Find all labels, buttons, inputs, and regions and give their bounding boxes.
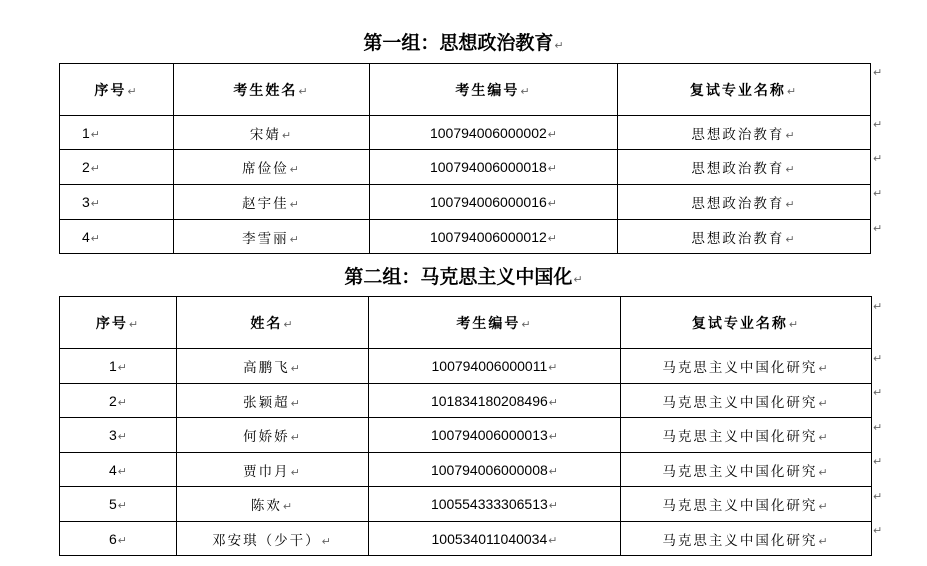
- paragraph-mark-icon: ↵: [281, 128, 294, 142]
- group1-title: 第一组：思想政治教育↵: [363, 32, 564, 54]
- group2-table: [59, 296, 872, 556]
- row-index: 6↵: [60, 522, 177, 556]
- paragraph-mark-icon: ↵: [547, 163, 557, 175]
- paragraph-mark-icon: ↵: [117, 500, 127, 512]
- table-row: [60, 116, 871, 150]
- paragraph-mark-icon: ↵: [128, 317, 141, 331]
- paragraph-mark-icon: ↵: [818, 431, 830, 444]
- row-index: 1↵: [60, 116, 174, 150]
- paragraph-mark-icon: ↵: [90, 198, 101, 210]
- row-id: 100794006000016↵: [370, 185, 618, 220]
- paragraph-mark-icon: ↵: [818, 396, 830, 410]
- paragraph-mark-icon: ↵: [547, 232, 557, 245]
- paragraph-mark-icon: ↵: [90, 163, 101, 175]
- paragraph-mark-icon: ↵: [873, 300, 883, 313]
- paragraph-mark-icon: ↵: [554, 39, 564, 52]
- paragraph-mark-icon: ↵: [873, 118, 883, 131]
- row-id: 100534011040034↵: [369, 522, 621, 556]
- paragraph-mark-icon: ↵: [282, 500, 295, 513]
- paragraph-mark-icon: ↵: [117, 465, 127, 478]
- paragraph-mark-icon: ↵: [127, 84, 139, 98]
- paragraph-mark-icon: ↵: [90, 128, 101, 141]
- paragraph-mark-icon: ↵: [298, 84, 310, 98]
- paragraph-mark-icon: ↵: [289, 232, 301, 246]
- paragraph-mark-icon: ↵: [873, 386, 883, 399]
- paragraph-mark-icon: ↵: [873, 152, 883, 165]
- paragraph-mark-icon: ↵: [520, 84, 532, 98]
- column-header-id: 考生编号↵: [370, 64, 618, 116]
- row-name: 邓安琪（少干）↵: [177, 522, 369, 556]
- paragraph-mark-icon: ↵: [873, 421, 883, 434]
- paragraph-mark-icon: ↵: [290, 396, 302, 410]
- row-name: 何娇娇↵: [177, 418, 369, 453]
- row-id: 100554333306513↵: [369, 487, 621, 522]
- paragraph-mark-icon: ↵: [289, 163, 301, 176]
- paragraph-mark-icon: ↵: [785, 128, 797, 142]
- paragraph-mark-icon: ↵: [786, 84, 799, 98]
- paragraph-mark-icon: ↵: [548, 362, 558, 374]
- paragraph-mark-icon: ↵: [873, 524, 883, 537]
- row-major: 思想政治教育↵: [618, 185, 871, 220]
- row-major: 马克思主义中国化研究↵: [621, 349, 872, 384]
- paragraph-mark-icon: ↵: [873, 455, 883, 468]
- row-major: 马克思主义中国化研究↵: [621, 384, 872, 418]
- row-name: 张颖超↵: [177, 384, 369, 418]
- paragraph-mark-icon: ↵: [283, 317, 295, 331]
- paragraph-mark-icon: ↵: [818, 534, 830, 548]
- paragraph-mark-icon: ↵: [818, 362, 830, 375]
- paragraph-mark-icon: ↵: [873, 66, 883, 79]
- paragraph-mark-icon: ↵: [290, 465, 302, 479]
- paragraph-mark-icon: ↵: [90, 232, 101, 245]
- row-name: 席俭俭↵: [174, 150, 370, 185]
- row-name: 赵宇佳↵: [174, 185, 370, 220]
- row-major: 思想政治教育↵: [618, 220, 871, 254]
- paragraph-mark-icon: ↵: [321, 534, 333, 548]
- paragraph-mark-icon: ↵: [548, 431, 558, 443]
- paragraph-mark-icon: ↵: [548, 465, 558, 478]
- row-major: 马克思主义中国化研究↵: [621, 487, 872, 522]
- paragraph-mark-icon: ↵: [547, 128, 557, 141]
- table-row: [60, 487, 872, 522]
- paragraph-mark-icon: ↵: [117, 362, 127, 374]
- row-major: 马克思主义中国化研究↵: [621, 418, 872, 453]
- row-index: 3↵: [60, 185, 174, 220]
- table-row: [60, 418, 872, 453]
- row-index: 2↵: [60, 384, 177, 418]
- paragraph-mark-icon: ↵: [573, 273, 583, 286]
- row-id: 100794006000002↵: [370, 116, 618, 150]
- row-name: 宋婧↵: [174, 116, 370, 150]
- row-index: 4↵: [60, 453, 177, 487]
- table-row: [60, 185, 871, 220]
- row-major: 马克思主义中国化研究↵: [621, 453, 872, 487]
- table-row: [60, 349, 872, 384]
- row-id: 100794006000011↵: [369, 349, 621, 384]
- paragraph-mark-icon: ↵: [548, 534, 558, 547]
- paragraph-mark-icon: ↵: [818, 500, 830, 513]
- row-index: 4↵: [60, 220, 174, 254]
- row-name: 陈欢↵: [177, 487, 369, 522]
- row-id: 100794006000018↵: [370, 150, 618, 185]
- row-name: 高鹏飞↵: [177, 349, 369, 384]
- column-header-name: 姓名↵: [177, 297, 369, 349]
- table-row: [60, 522, 872, 556]
- column-header-major: 复试专业名称↵: [618, 64, 871, 116]
- paragraph-mark-icon: ↵: [873, 222, 883, 235]
- paragraph-mark-icon: ↵: [290, 362, 302, 375]
- paragraph-mark-icon: ↵: [785, 232, 797, 246]
- row-name: 李雪丽↵: [174, 220, 370, 254]
- paragraph-mark-icon: ↵: [289, 198, 301, 211]
- paragraph-mark-icon: ↵: [117, 534, 127, 547]
- paragraph-mark-icon: ↵: [818, 465, 830, 479]
- table-row: [60, 453, 872, 487]
- paragraph-mark-icon: ↵: [785, 163, 797, 176]
- row-index: 5↵: [60, 487, 177, 522]
- paragraph-mark-icon: ↵: [785, 198, 797, 211]
- row-index: 3↵: [60, 418, 177, 453]
- table-row: [60, 384, 872, 418]
- row-index: 1↵: [60, 349, 177, 384]
- row-id: 100794006000013↵: [369, 418, 621, 453]
- column-header-id: 考生编号↵: [369, 297, 621, 349]
- paragraph-mark-icon: ↵: [873, 352, 883, 365]
- row-major: 思想政治教育↵: [618, 150, 871, 185]
- table-row: [60, 150, 871, 185]
- paragraph-mark-icon: ↵: [548, 500, 558, 512]
- column-header-name: 考生姓名↵: [174, 64, 370, 116]
- column-header-index: 序号↵: [60, 297, 177, 349]
- group2-title: 第二组：马克思主义中国化↵: [344, 266, 583, 288]
- row-id: 100794006000012↵: [370, 220, 618, 254]
- row-major: 思想政治教育↵: [618, 116, 871, 150]
- table-header-row: [60, 297, 872, 349]
- column-header-index: 序号↵: [60, 64, 174, 116]
- paragraph-mark-icon: ↵: [548, 396, 558, 409]
- row-index: 2↵: [60, 150, 174, 185]
- paragraph-mark-icon: ↵: [873, 187, 883, 200]
- paragraph-mark-icon: ↵: [873, 490, 883, 503]
- row-id: 100794006000008↵: [369, 453, 621, 487]
- group1-table: [59, 63, 871, 254]
- paragraph-mark-icon: ↵: [117, 431, 127, 443]
- table-header-row: [60, 64, 871, 116]
- paragraph-mark-icon: ↵: [547, 198, 557, 210]
- row-id: 101834180208496↵: [369, 384, 621, 418]
- row-major: 马克思主义中国化研究↵: [621, 522, 872, 556]
- paragraph-mark-icon: ↵: [521, 317, 533, 331]
- paragraph-mark-icon: ↵: [788, 317, 801, 331]
- column-header-major: 复试专业名称↵: [621, 297, 872, 349]
- paragraph-mark-icon: ↵: [290, 431, 302, 444]
- paragraph-mark-icon: ↵: [117, 396, 127, 409]
- row-name: 贾巾月↵: [177, 453, 369, 487]
- table-row: [60, 220, 871, 254]
